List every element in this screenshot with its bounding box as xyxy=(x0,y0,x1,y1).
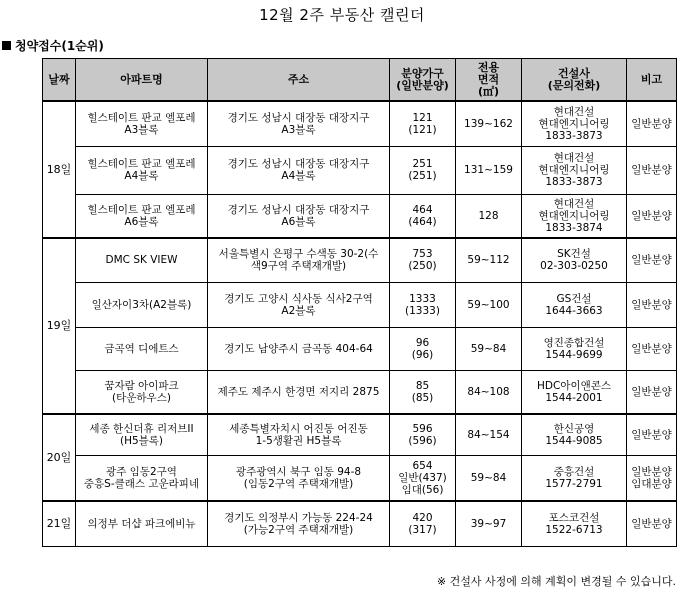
date-group-20 xyxy=(43,414,677,501)
table-row xyxy=(43,455,677,501)
date-cell: 19일 xyxy=(43,238,76,414)
builder-cell: 현대건설 현대엔지니어링 1833-3873 xyxy=(522,146,627,194)
area-cell: 39~97 xyxy=(456,501,522,546)
table-row xyxy=(43,146,677,194)
units-cell: 596 (596) xyxy=(390,414,456,455)
units-cell: 654 일반(437) 임대(56) xyxy=(390,455,456,501)
address-cell: 경기도 성남시 대장동 대장지구 A6블록 xyxy=(208,194,390,238)
address-cell: 경기도 의정부시 가능동 224-24 (가능2구역 주택재개발) xyxy=(208,501,390,546)
page-title: 12월 2주 부동산 캘린더 xyxy=(259,6,425,24)
apt-name-cell: 힐스테이트 판교 엘포레 A6블록 xyxy=(76,194,208,238)
table-row xyxy=(43,282,677,327)
header-row xyxy=(43,59,677,102)
table-row xyxy=(43,194,677,238)
header-apt-name: 아파트명 xyxy=(76,59,208,102)
units-cell: 753 (250) xyxy=(390,238,456,282)
address-cell: 제주도 제주시 한경면 저지리 2875 xyxy=(208,370,390,414)
area-cell: 84~154 xyxy=(456,414,522,455)
date-group-18 xyxy=(43,101,677,238)
address-cell: 경기도 성남시 대장동 대장지구 A3블록 xyxy=(208,101,390,146)
header-address: 주소 xyxy=(208,59,390,102)
units-cell: 85 (85) xyxy=(390,370,456,414)
units-cell: 96 (96) xyxy=(390,327,456,370)
builder-cell: 현대건설 현대엔지니어링 1833-3873 xyxy=(522,101,627,146)
apt-name-cell: 의정부 더샵 파크에비뉴 xyxy=(76,501,208,546)
apt-name-cell: DMC SK VIEW xyxy=(76,238,208,282)
footnote: ※ 건설사 사정에 의해 계획이 변경될 수 있습니다. xyxy=(436,575,676,588)
apt-name-cell: 힐스테이트 판교 엘포레 A3블록 xyxy=(76,101,208,146)
address-cell: 세종특별자치시 어진동 어진동 1-5생활권 H5블록 xyxy=(208,414,390,455)
units-cell: 464 (464) xyxy=(390,194,456,238)
apt-name-cell: 일산자이3차(A2블록) xyxy=(76,282,208,327)
note-cell: 일반분양 임대분양 xyxy=(627,455,677,501)
header-units: 분양가구 (일반분양) xyxy=(390,59,456,102)
address-cell: 경기도 남양주시 금곡동 404-64 xyxy=(208,327,390,370)
header-note: 비고 xyxy=(627,59,677,102)
builder-cell: 포스코건설 1522-6713 xyxy=(522,501,627,546)
area-cell: 59~84 xyxy=(456,327,522,370)
table-row xyxy=(43,238,677,282)
note-cell: 일반분양 xyxy=(627,501,677,546)
address-cell: 광주광역시 북구 임동 94-8 (임동2구역 주택재개발) xyxy=(208,455,390,501)
area-cell: 59~84 xyxy=(456,455,522,501)
area-cell: 139~162 xyxy=(456,101,522,146)
apt-name-cell: 꿈자람 아이파크 (타운하우스) xyxy=(76,370,208,414)
area-cell: 131~159 xyxy=(456,146,522,194)
note-cell: 일반분양 xyxy=(627,194,677,238)
builder-cell: HDC아이앤콘스 1544-2001 xyxy=(522,370,627,414)
date-cell: 21일 xyxy=(43,501,76,546)
header-area: 전용 면적 (㎡) xyxy=(456,59,522,102)
address-cell: 경기도 고양시 식사동 식사2구역 A2블록 xyxy=(208,282,390,327)
apt-name-cell: 금곡역 디에트스 xyxy=(76,327,208,370)
area-cell: 84~108 xyxy=(456,370,522,414)
apt-name-cell: 광주 임동2구역 중흥S-클래스 고운라피네 xyxy=(76,455,208,501)
section-heading xyxy=(2,37,104,54)
builder-cell: SK건설 02-303-0250 xyxy=(522,238,627,282)
units-cell: 251 (251) xyxy=(390,146,456,194)
date-cell: 18일 xyxy=(43,101,76,238)
units-cell: 1333 (1333) xyxy=(390,282,456,327)
note-cell: 일반분양 xyxy=(627,146,677,194)
address-cell: 서울특별시 은평구 수색동 30-2(수 색9구역 주택재개발) xyxy=(208,238,390,282)
date-group-19 xyxy=(43,238,677,414)
table-row xyxy=(43,501,677,546)
table-row xyxy=(43,370,677,414)
subscription-calendar-table xyxy=(42,58,677,547)
note-cell: 일반분양 xyxy=(627,282,677,327)
note-cell: 일반분양 xyxy=(627,238,677,282)
date-cell: 20일 xyxy=(43,414,76,501)
units-cell: 121 (121) xyxy=(390,101,456,146)
builder-cell: 영진종합건설 1544-9699 xyxy=(522,327,627,370)
header-builder: 건설사 (문의전화) xyxy=(522,59,627,102)
section-label: 청약접수(1순위) xyxy=(15,39,104,53)
builder-cell: GS건설 1644-3663 xyxy=(522,282,627,327)
units-cell: 420 (317) xyxy=(390,501,456,546)
note-cell: 일반분양 xyxy=(627,327,677,370)
table-row xyxy=(43,101,677,146)
note-cell: 일반분양 xyxy=(627,414,677,455)
builder-cell: 현대건설 현대엔지니어링 1833-3874 xyxy=(522,194,627,238)
date-group-21 xyxy=(43,501,677,546)
apt-name-cell: 힐스테이트 판교 엘포레 A4블록 xyxy=(76,146,208,194)
table-row xyxy=(43,327,677,370)
note-cell: 일반분양 xyxy=(627,101,677,146)
area-cell: 128 xyxy=(456,194,522,238)
area-cell: 59~100 xyxy=(456,282,522,327)
address-cell: 경기도 성남시 대장동 대장지구 A4블록 xyxy=(208,146,390,194)
area-cell: 59~112 xyxy=(456,238,522,282)
square-bullet-icon xyxy=(2,41,11,50)
apt-name-cell: 세종 한신더휴 리저브II (H5블록) xyxy=(76,414,208,455)
note-cell: 일반분양 xyxy=(627,370,677,414)
table-row xyxy=(43,414,677,455)
header-date: 날짜 xyxy=(43,59,76,102)
builder-cell: 한신공영 1544-9085 xyxy=(522,414,627,455)
builder-cell: 중흥건설 1577-2791 xyxy=(522,455,627,501)
